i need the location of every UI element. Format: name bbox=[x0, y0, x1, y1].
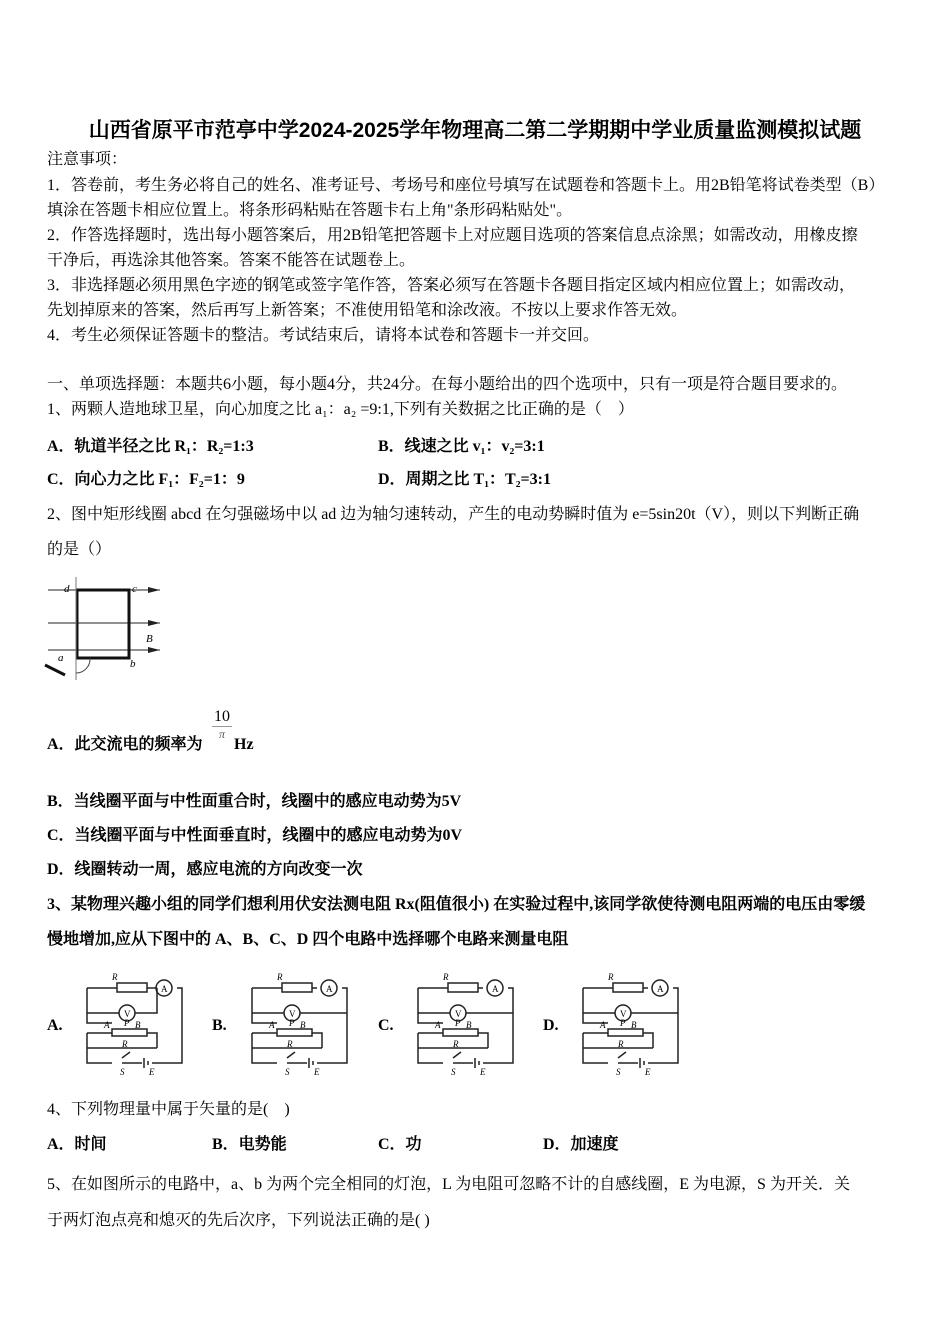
q1-stem: 1、两颗人造地球卫星，向心加度之比 a₁：a₂ =9:1,下列有关数据之比正确的是（ ） bbox=[47, 401, 634, 418]
svg-text:R: R bbox=[277, 972, 283, 982]
svg-text:R: R bbox=[112, 972, 118, 982]
page-title: 山西省原平市范亭中学2024-2025学年物理高二第二学期期中学业质量监测模拟试题 bbox=[88, 119, 862, 142]
q1-option-a: A．轨道半径之比 R₁：R₂=1:3 bbox=[47, 438, 254, 455]
svg-text:R: R bbox=[122, 1039, 128, 1049]
q3-stem: 3、某物理兴趣小组的同学们想利用伏安法测电阻 Rx(阻值很小) 在实验过程中,该同学欲使待测电阻两端的电压由零缓 bbox=[47, 896, 866, 913]
svg-text:S: S bbox=[451, 1067, 456, 1077]
q5-stem-cont: 于两灯泡点亮和熄灭的先后次序，下列说法正确的是( ) bbox=[47, 1212, 430, 1229]
section-heading: 一、单项选择题：本题共6小题，每小题4分，共24分。在每小题给出的四个选项中，只有一项是符合题目要求的。 bbox=[47, 376, 848, 393]
svg-text:B: B bbox=[135, 1020, 141, 1030]
svg-text:A: A bbox=[326, 984, 333, 994]
svg-text:a: a bbox=[58, 652, 64, 664]
svg-text:B: B bbox=[466, 1020, 472, 1030]
svg-text:E: E bbox=[645, 1067, 651, 1077]
q2-option-d: D．线圈转动一周，感应电流的方向改变一次 bbox=[47, 861, 363, 878]
svg-text:P: P bbox=[455, 1018, 461, 1028]
notice-line: 4．考生必须保证答题卡的整洁。考试结束后，请将本试卷和答题卡一并交回。 bbox=[47, 327, 600, 344]
q2-stem: 2、图中矩形线圈 abcd 在匀强磁场中以 ad 边为轴匀速转动，产生的电动势瞬时值为 e=5sin20t（V），则以下判断正确 bbox=[47, 506, 860, 523]
svg-text:S: S bbox=[285, 1067, 290, 1077]
q3-option-label: B. bbox=[212, 1017, 227, 1034]
svg-text:A: A bbox=[657, 984, 664, 994]
q5-stem: 5、在如图所示的电路中，a、b 为两个完全相同的灯泡，L 为电阻可忽略不计的自感线圈，E 为电源，S 为开关．关 bbox=[47, 1176, 850, 1193]
notice-line: 填涂在答题卡相应位置上。将条形码粘贴在答题卡右上角"条形码粘贴处"。 bbox=[47, 202, 573, 219]
svg-text:R: R bbox=[453, 1039, 459, 1049]
svg-text:V: V bbox=[620, 1009, 627, 1019]
q1-option-c: C．向心力之比 F₁：F₂=1：9 bbox=[47, 471, 245, 488]
svg-text:A: A bbox=[104, 1020, 110, 1030]
circuit-diagram bbox=[247, 968, 357, 1078]
notice-heading: 注意事项： bbox=[47, 151, 128, 168]
circuit-diagram bbox=[82, 968, 192, 1078]
svg-text:E: E bbox=[149, 1067, 155, 1077]
svg-text:S: S bbox=[120, 1067, 125, 1077]
q2-option-b: B．当线圈平面与中性面重合时，线圈中的感应电动势为5V bbox=[47, 793, 462, 810]
svg-text:b: b bbox=[130, 658, 136, 670]
svg-text:P: P bbox=[289, 1018, 295, 1028]
q1-option-b: B．线速之比 v₁：v₂=3:1 bbox=[378, 438, 545, 455]
svg-text:S: S bbox=[616, 1067, 621, 1077]
q3-stem-cont: 慢地增加,应从下图中的 A、B、C、D 四个电路中选择哪个电路来测量电阻 bbox=[47, 931, 569, 948]
svg-text:A: A bbox=[492, 984, 499, 994]
svg-text:A: A bbox=[269, 1020, 275, 1030]
q1-option-d: D．周期之比 T₁：T₂=3:1 bbox=[378, 471, 551, 488]
q3-option-label: D. bbox=[543, 1017, 559, 1034]
svg-text:d: d bbox=[64, 583, 70, 595]
svg-text:R: R bbox=[608, 972, 614, 982]
svg-text:R: R bbox=[443, 972, 449, 982]
unit-hz: Hz bbox=[234, 736, 254, 753]
q2-stem-cont: 的是（） bbox=[47, 541, 112, 558]
notice-line: 2．作答选择题时，选出每小题答案后，用2B铅笔把答题卡上对应题目选项的答案信息点涂黑；如需改动，用橡皮擦 bbox=[47, 227, 858, 244]
notice-line: 3．非选择题必须用黑色字迹的钢笔或签字笔作答，答案必须写在答题卡各题目指定区域内相应位置上；如需改动， bbox=[47, 277, 856, 294]
svg-text:B: B bbox=[631, 1020, 637, 1030]
coil-figure bbox=[40, 575, 170, 685]
notice-line: 干净后，再选涂其他答案。答案不能答在试题卷上。 bbox=[47, 252, 416, 269]
svg-text:A: A bbox=[435, 1020, 441, 1030]
svg-text:E: E bbox=[480, 1067, 486, 1077]
fraction-numerator: 10 bbox=[214, 708, 230, 725]
svg-text:V: V bbox=[455, 1009, 462, 1019]
notice-line: 1．答卷前，考生务必将自己的姓名、准考证号、考场号和座位号填写在试题卷和答题卡上。用2B铅笔将试卷类型（B） bbox=[47, 177, 885, 194]
svg-text:R: R bbox=[618, 1039, 624, 1049]
q2-option-a-text: A．此交流电的频率为 bbox=[47, 736, 203, 753]
q4-option-b: B．电势能 bbox=[212, 1136, 287, 1153]
q4-stem: 4、下列物理量中属于矢量的是( ) bbox=[47, 1101, 290, 1118]
svg-text:E: E bbox=[314, 1067, 320, 1077]
q4-option-c: C．功 bbox=[378, 1136, 422, 1153]
svg-text:B: B bbox=[146, 633, 153, 645]
notice-line: 先划掉原来的答案，然后再写上新答案；不准使用铅笔和涂改液。不按以上要求作答无效。 bbox=[47, 302, 688, 319]
q4-option-a: A．时间 bbox=[47, 1136, 107, 1153]
fraction bbox=[212, 708, 232, 742]
svg-text:A: A bbox=[600, 1020, 606, 1030]
svg-text:P: P bbox=[124, 1018, 130, 1028]
q2-option-a bbox=[47, 735, 203, 755]
svg-text:P: P bbox=[620, 1018, 626, 1028]
q4-option-d: D．加速度 bbox=[543, 1136, 619, 1153]
svg-text:R: R bbox=[287, 1039, 293, 1049]
svg-text:c: c bbox=[132, 583, 137, 595]
q2-option-c: C．当线圈平面与中性面垂直时，线圈中的感应电动势为0V bbox=[47, 827, 463, 844]
svg-text:B: B bbox=[300, 1020, 306, 1030]
circuit-diagram bbox=[413, 968, 523, 1078]
svg-text:V: V bbox=[289, 1009, 296, 1019]
svg-text:V: V bbox=[124, 1009, 131, 1019]
q3-option-label: A. bbox=[47, 1017, 63, 1034]
fraction-denominator: π bbox=[218, 727, 225, 741]
q3-option-label: C. bbox=[378, 1017, 394, 1034]
svg-text:A: A bbox=[161, 984, 168, 994]
circuit-diagram bbox=[578, 968, 688, 1078]
